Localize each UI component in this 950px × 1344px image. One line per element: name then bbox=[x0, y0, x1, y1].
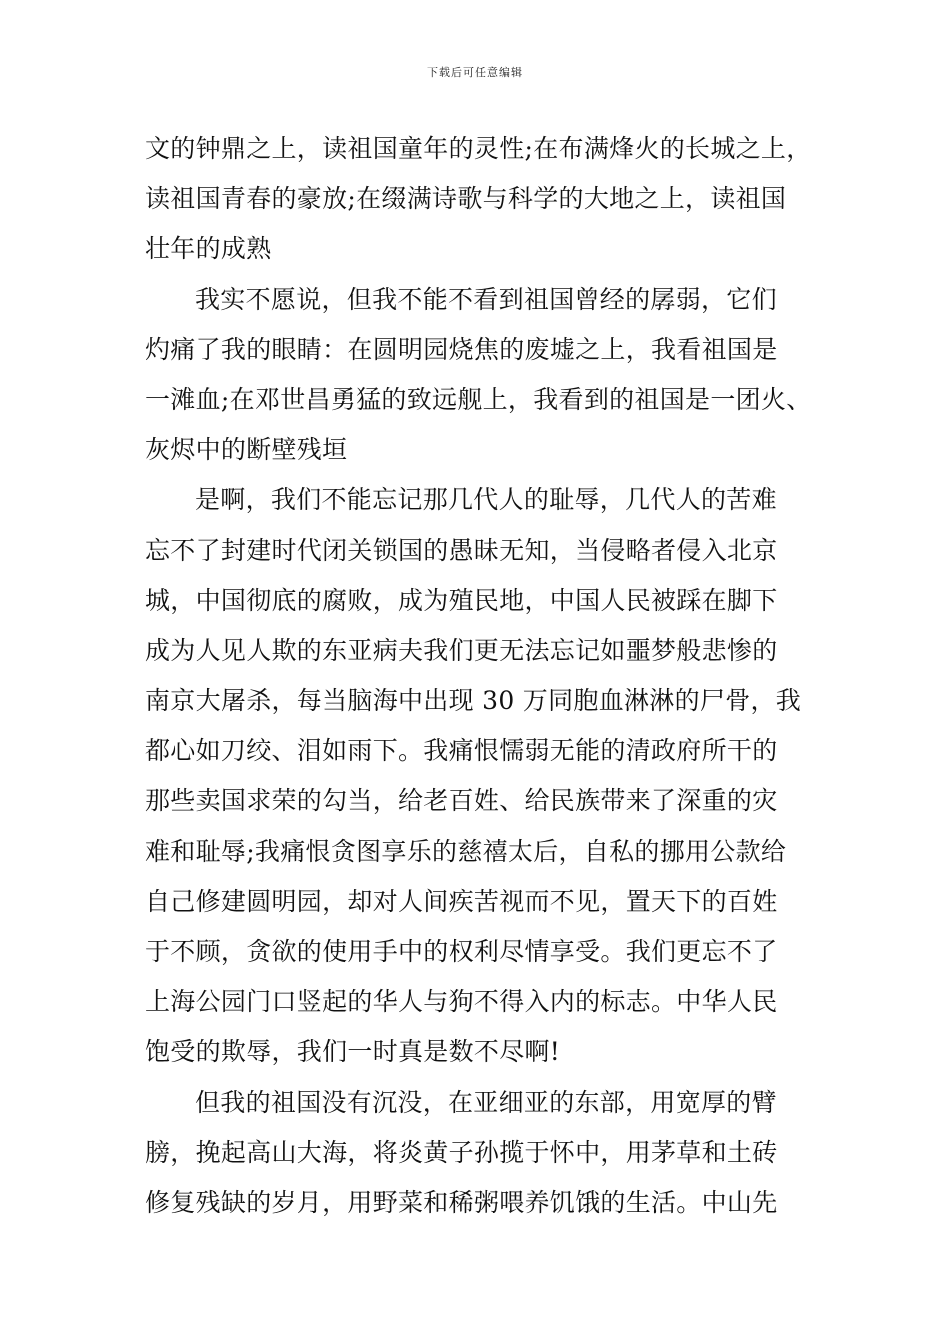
text-line: 饱受的欺辱，我们一时真是数不尽啊! bbox=[145, 1037, 561, 1067]
text-line: 于不顾，贪欲的使用手中的权利尽情享受。我们更忘不了 bbox=[145, 937, 778, 966]
text-line: 自己修建圆明园，却对人间疾苦视而不见，置天下的百姓 bbox=[145, 886, 778, 916]
text-line: 是啊，我们不能忘记那几代人的耻辱，几代人的苦难 bbox=[195, 485, 777, 515]
text-line: 灰烬中的断壁残垣 bbox=[145, 435, 348, 465]
text-line: 我实不愿说，但我不能不看到祖国曾经的孱弱，它们 bbox=[195, 284, 777, 314]
page-header: 下载后可任意编辑 bbox=[427, 66, 523, 79]
text-line: 但我的祖国没有沉没，在亚细亚的东部，用宽厚的臂 bbox=[195, 1087, 777, 1117]
text-line: 灼痛了我的眼睛：在圆明园烧焦的废墟之上，我看祖国是 bbox=[145, 334, 778, 364]
text-line: 一滩血;在邓世昌勇猛的致远舰上，我看到的祖国是一团火、 bbox=[145, 384, 812, 414]
text-line: 读祖国青春的豪放;在缀满诗歌与科学的大地之上，读祖国 bbox=[145, 184, 787, 214]
text-line: 城，中国彻底的腐败，成为殖民地，中国人民被踩在脚下 bbox=[145, 585, 778, 615]
text-line: 南京大屠杀，每当脑海中出现 30 万同胞血淋淋的尸骨，我 bbox=[145, 686, 802, 716]
text-line: 文的钟鼎之上，读祖国童年的灵性;在布满烽火的长城之上， bbox=[145, 134, 812, 163]
text-line: 难和耻辱;我痛恨贪图享乐的慈禧太后，自私的挪用公款给 bbox=[145, 836, 787, 866]
text-line: 都心如刀绞、泪如雨下。我痛恨懦弱无能的清政府所干的 bbox=[145, 736, 778, 766]
text-line: 壮年的成熟 bbox=[145, 234, 272, 264]
text-line: 成为人见人欺的东亚病夫我们更无法忘记如噩梦般悲惨的 bbox=[145, 635, 778, 665]
text-line: 修复残缺的岁月，用野菜和稀粥喂养饥饿的生活。中山先 bbox=[145, 1187, 778, 1217]
text-line: 膀，挽起高山大海，将炎黄子孙揽于怀中，用茅草和土砖 bbox=[145, 1137, 778, 1167]
document-body bbox=[145, 124, 810, 1228]
text-line: 上海公园门口竖起的华人与狗不得入内的标志。中华人民 bbox=[145, 987, 778, 1017]
text-line: 忘不了封建时代闭关锁国的愚昧无知，当侵略者侵入北京 bbox=[145, 535, 778, 565]
text-line: 那些卖国求荣的勾当，给老百姓、给民族带来了深重的灾 bbox=[145, 786, 778, 816]
